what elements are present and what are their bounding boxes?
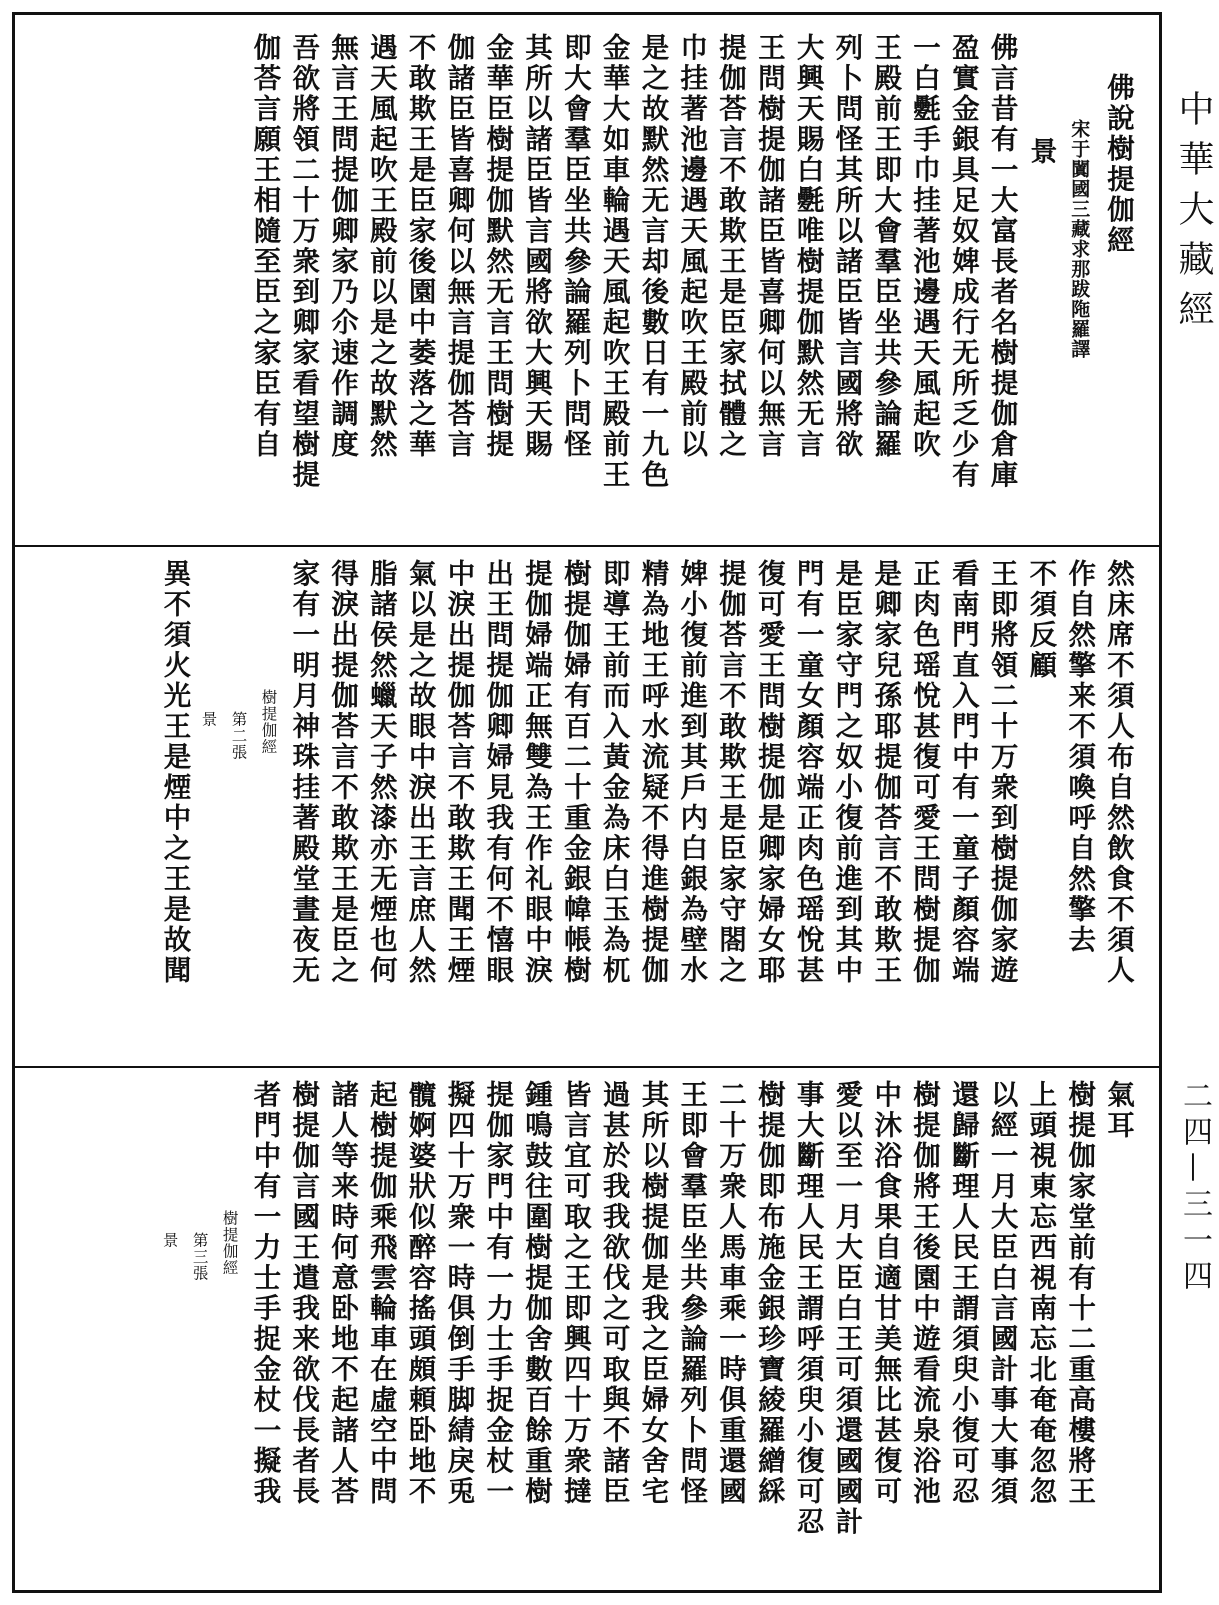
footer-title: 樹提伽經 <box>220 1210 239 1276</box>
text-column: 佛言昔有一大富長者名樹提伽倉庫 <box>985 33 1018 491</box>
text-column: 無言王問提伽卿家乃尒速作調度 <box>326 33 359 460</box>
text-column: 者門中有一力士手捉金杖一擬我 <box>248 1080 281 1507</box>
text-column: 巾挂著池邊遇天風起吹王殿前以 <box>675 33 708 460</box>
text-column: 樹提伽將王後園中遊看流泉浴池 <box>908 1080 941 1507</box>
text-column: 氣以是之故眼中淚出王言庶人然 <box>403 559 436 986</box>
text-column: 家有一明月神珠挂著殿堂晝夜无 <box>287 559 320 986</box>
text-column: 起樹提伽乘飛雲輪車在虛空中問 <box>364 1080 397 1507</box>
sheet-footer <box>193 559 283 1056</box>
register-1 <box>15 15 1159 545</box>
text-column: 愛以至一月大臣白王可須還國國計 <box>830 1080 863 1538</box>
text-column: 王殿前王即大會羣臣坐共參論羅 <box>869 33 902 460</box>
text-column: 二十万衆人馬車乘一時俱重還國 <box>714 1080 747 1507</box>
register-3 <box>15 1066 1159 1590</box>
text-column: 然床席不須人布自然飲食不須人 <box>1102 559 1134 986</box>
text-column: 還歸斷理人民王謂須臾小復可忍 <box>946 1080 979 1507</box>
text-column: 提伽荅言不敢欺王是臣家拭體之 <box>714 33 747 460</box>
text-column: 氣耳 <box>1102 1080 1134 1141</box>
text-column: 皆言宜可取之王即興四十万衆撻 <box>558 1080 591 1507</box>
text-column: 出王問提伽卿婦見我有何不憘眼 <box>481 559 514 986</box>
footer-sheet-number: 第三張 <box>190 1232 209 1282</box>
text-column: 其所以諸臣皆言國將欲大興天賜 <box>520 33 553 460</box>
register-2 <box>15 545 1159 1066</box>
text-column: 金華大如車輪遇天風起吹王殿前王 <box>597 33 630 491</box>
text-column: 即導王前而入黃金為床白玉為杌 <box>597 559 630 986</box>
text-column: 王即會羣臣坐共參論羅列卜問怪 <box>675 1080 708 1507</box>
text-column: 王問樹提伽諸臣皆喜卿何以無言 <box>752 33 785 460</box>
collection-title: 中華大藏經 <box>1173 90 1214 340</box>
text-column: 不須反顧 <box>1024 559 1057 681</box>
footer-sheet-number: 第二張 <box>229 711 248 761</box>
text-column: 即大會羣臣坐共參論羅列卜問怪 <box>558 33 591 460</box>
text-column: 諸人等来時何意卧地不起諸人荅 <box>326 1080 359 1507</box>
text-column: 樹提伽即布施金銀珍寶綾羅繒綵 <box>752 1080 785 1507</box>
text-column: 得淚出提伽荅言不敢欺王是臣之 <box>326 559 359 986</box>
text-column: 以經一月大臣白言國計事大事須 <box>985 1080 1018 1507</box>
text-column: 門有一童女顏容端正肉色瑶悅甚 <box>791 559 824 986</box>
page-frame <box>12 12 1162 1593</box>
text-column: 樹提伽婦有百二十重金銀幃帳樹 <box>558 559 591 986</box>
footer-mark: 景 <box>160 1232 179 1249</box>
text-column: 一白氎手巾挂著池邊遇天風起吹 <box>908 33 941 460</box>
text-column: 脂諸侯然蠟天子然漆亦无煙也何 <box>364 559 397 986</box>
text-column: 髖婀婆狀似醉容搖頭頗頼卧地不 <box>403 1080 436 1507</box>
text-column: 復可愛王問樹提伽是卿家婦女耶 <box>752 559 785 986</box>
text-column: 樹提伽言國王遣我来欲伐長者長 <box>287 1080 320 1507</box>
text-column: 不敢欺王是臣家後園中萎落之華 <box>403 33 436 460</box>
text-column: 精為地王呼水流疑不得進樹提伽 <box>636 559 669 986</box>
text-column: 婢小復前進到其戶内白銀為壁水 <box>675 559 708 986</box>
text-column: 擬四十万衆一時俱倒手脚綪戾兎 <box>442 1080 475 1507</box>
text-column: 上頭視東忘西視南忘北奄奄忽忽 <box>1024 1080 1057 1507</box>
text-column: 盈實金銀具足奴婢成行无所乏少有 <box>946 33 979 491</box>
translator-line: 宋于闐國三藏求那跋陁羅譯 <box>1068 119 1091 359</box>
footer-mark: 景 <box>199 711 218 728</box>
sheet-footer <box>155 1080 245 1580</box>
text-column: 王即將領二十万衆到樹提伽家遊 <box>985 559 1018 986</box>
text-column: 金華臣樹提伽默然无言王問樹提 <box>481 33 514 460</box>
volume-mark: 景 <box>1025 137 1057 165</box>
text-column: 伽荅言願王相隨至臣之家臣有自 <box>248 33 281 460</box>
text-column: 作自然擎来不須喚呼自然擎去 <box>1063 559 1096 956</box>
footer-title: 樹提伽經 <box>259 689 278 755</box>
text-column: 遇天風起吹王殿前以是之故默然 <box>364 33 397 460</box>
text-column: 中沐浴食果自適甘美無比甚復可 <box>869 1080 902 1507</box>
text-column: 看南門直入門中有一童子顏容端 <box>946 559 979 986</box>
text-column: 中淚出提伽荅言不敢欺王聞王煙 <box>442 559 475 986</box>
text-column: 鍾鳴鼓往圍樹提伽舍數百餘重樹 <box>520 1080 553 1507</box>
text-column: 吾欲將領二十万衆到卿家看望樹提 <box>287 33 320 491</box>
text-column: 提伽荅言不敢欺王是臣家守閤之 <box>714 559 747 986</box>
page-number: 二四—三一四 <box>1177 1080 1212 1296</box>
text-column: 伽諸臣皆喜卿何以無言提伽荅言 <box>442 33 475 460</box>
text-column: 是臣家守門之奴小復前進到其中 <box>830 559 863 986</box>
text-column: 正肉色瑶悅甚復可愛王問樹提伽 <box>908 559 941 986</box>
text-column: 是之故默然无言却後數日有一九色 <box>636 33 669 491</box>
text-column: 異不須火光王是煙中之王是故聞 <box>158 559 191 986</box>
text-column: 提伽婦端正無雙為王作礼眼中淚 <box>520 559 553 986</box>
text-column: 提伽家門中有一力士手捉金杖一 <box>481 1080 514 1507</box>
text-column: 其所以樹提伽是我之臣婦女舍宅 <box>636 1080 669 1507</box>
text-column: 列卜問怪其所以諸臣皆言國將欲 <box>830 33 863 460</box>
text-column: 樹提伽家堂前有十二重高樓將王 <box>1063 1080 1096 1507</box>
text-column: 事大斷理人民王謂呼須臾小復可忍 <box>791 1080 824 1538</box>
sutra-title: 佛說樹提伽經 <box>1102 73 1134 256</box>
text-column: 過甚於我我欲伐之可取與不諸臣 <box>597 1080 630 1507</box>
text-column: 大興天賜白氎唯樹提伽默然无言 <box>791 33 824 460</box>
translator-credit <box>1021 33 1099 535</box>
text-column: 是卿家兒孫耶提伽荅言不敢欺王 <box>869 559 902 986</box>
